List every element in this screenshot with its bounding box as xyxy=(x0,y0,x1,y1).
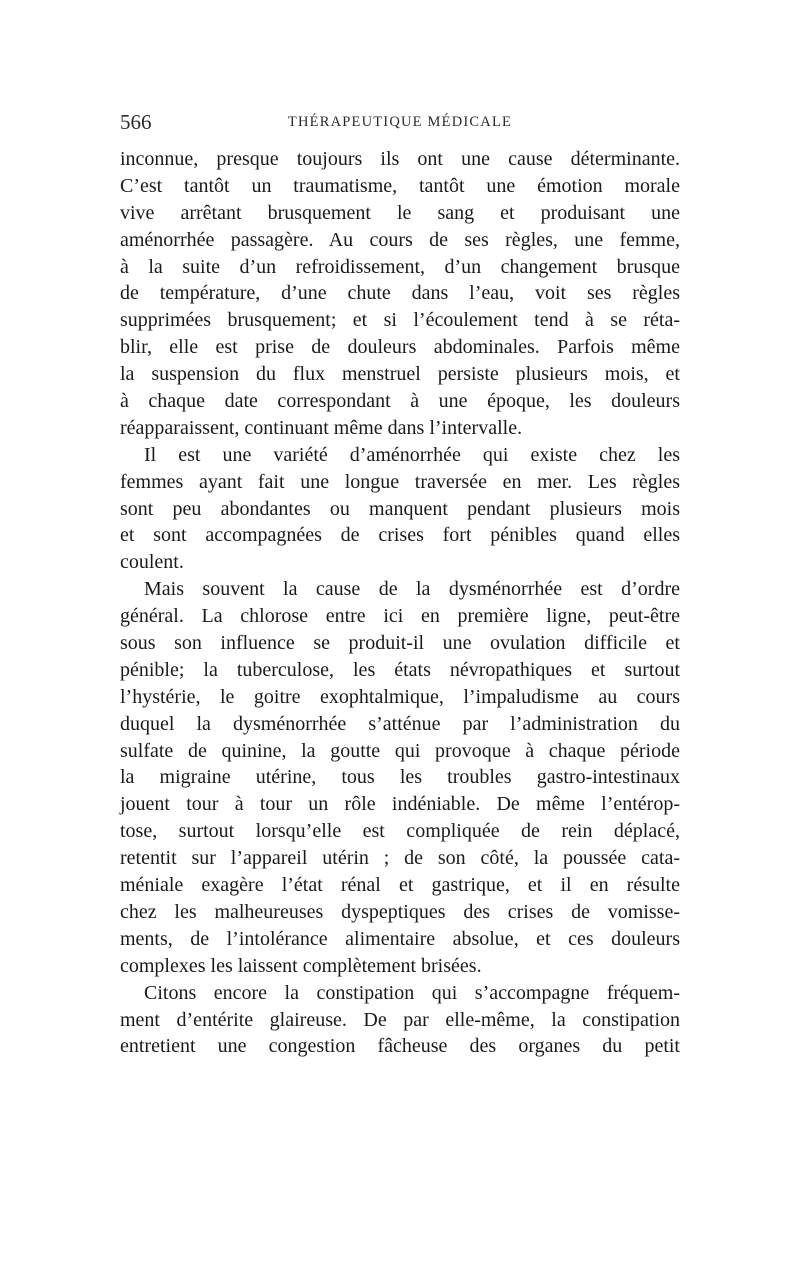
text-line: tose, surtout lorsqu’elle est compliquée de rein déplacé, xyxy=(120,820,680,843)
text-line: Il est une variété d’aménorrhée qui existe chez les xyxy=(144,443,680,466)
text-line: pénible; la tuberculose, les états névropathiques et surtout xyxy=(120,658,680,681)
text-line: retentit sur l’appareil utérin ; de son côté, la poussée cata- xyxy=(120,847,680,870)
page-number: 566 xyxy=(120,110,152,134)
text-line: supprimées brusquement; et si l’écoulement tend à se réta- xyxy=(120,309,680,332)
text-line: inconnue, presque toujours ils ont une cause déterminante. xyxy=(120,148,680,170)
text-line: duquel la dysménorrhée s’atténue par l’administration du xyxy=(120,712,680,735)
text-line: Mais souvent la cause de la dysménorrhée est d’ordre xyxy=(144,578,680,601)
text-line: ment d’entérite glaireuse. De par elle-même, la constipation xyxy=(120,1008,680,1031)
running-title: THÉRAPEUTIQUE MÉDICALE xyxy=(287,114,513,130)
paragraph xyxy=(120,576,680,979)
text-line: l’hystérie, le goitre exophtalmique, l’impaludisme au cours xyxy=(120,685,680,708)
text-line: sous son influence se produit-il une ovulation difficile et xyxy=(120,632,680,655)
text-line: aménorrhée passagère. Au cours de ses règles, une femme, xyxy=(120,228,680,251)
text-line: Citons encore la constipation qui s’accompagne fréquem- xyxy=(144,981,680,1004)
paragraph xyxy=(120,146,680,442)
text-line: de température, d’une chute dans l’eau, voit ses règles xyxy=(120,282,680,305)
text-line: et sont accompagnées de crises fort pénibles quand elles xyxy=(120,524,680,547)
paragraph xyxy=(120,980,680,1061)
text-line: chez les malheureuses dyspeptiques des crises de vomisse- xyxy=(120,900,680,923)
page-header xyxy=(120,110,680,140)
body-text xyxy=(120,146,680,1060)
text-line: la suspension du flux menstruel persiste plusieurs mois, et xyxy=(120,363,680,386)
text-line: ments, de l’intolérance alimentaire absolue, et ces douleurs xyxy=(120,927,680,950)
text-line: vive arrêtant brusquement le sang et produisant une xyxy=(120,201,680,224)
text-line: réapparaissent, continuant même dans l’intervalle. xyxy=(120,416,523,439)
text-line: méniale exagère l’état rénal et gastrique, et il en résulte xyxy=(120,874,680,897)
text-line: C’est tantôt un traumatisme, tantôt une émotion morale xyxy=(120,174,680,197)
text-line: sulfate de quinine, la goutte qui provoque à chaque période xyxy=(120,739,680,762)
text-line: blir, elle est prise de douleurs abdominales. Parfois même xyxy=(120,336,680,359)
text-line: jouent tour à tour un rôle indéniable. De même l’entérop- xyxy=(120,793,680,816)
text-line: complexes les laissent complètement brisées. xyxy=(120,954,482,977)
text-line: à la suite d’un refroidissement, d’un changement brusque xyxy=(120,255,680,278)
text-line: la migraine utérine, tous les troubles gastro-intestinaux xyxy=(120,766,680,789)
paragraph xyxy=(120,442,680,576)
text-line: entretient une congestion fâcheuse des organes du petit xyxy=(120,1035,680,1058)
text-line: général. La chlorose entre ici en première ligne, peut-être xyxy=(120,605,680,628)
text-line: coulent. xyxy=(120,551,184,574)
text-line: femmes ayant fait une longue traversée en mer. Les règles xyxy=(120,470,680,493)
text-line: sont peu abondantes ou manquent pendant plusieurs mois xyxy=(120,497,680,520)
text-line: à chaque date correspondant à une époque, les douleurs xyxy=(120,390,680,413)
